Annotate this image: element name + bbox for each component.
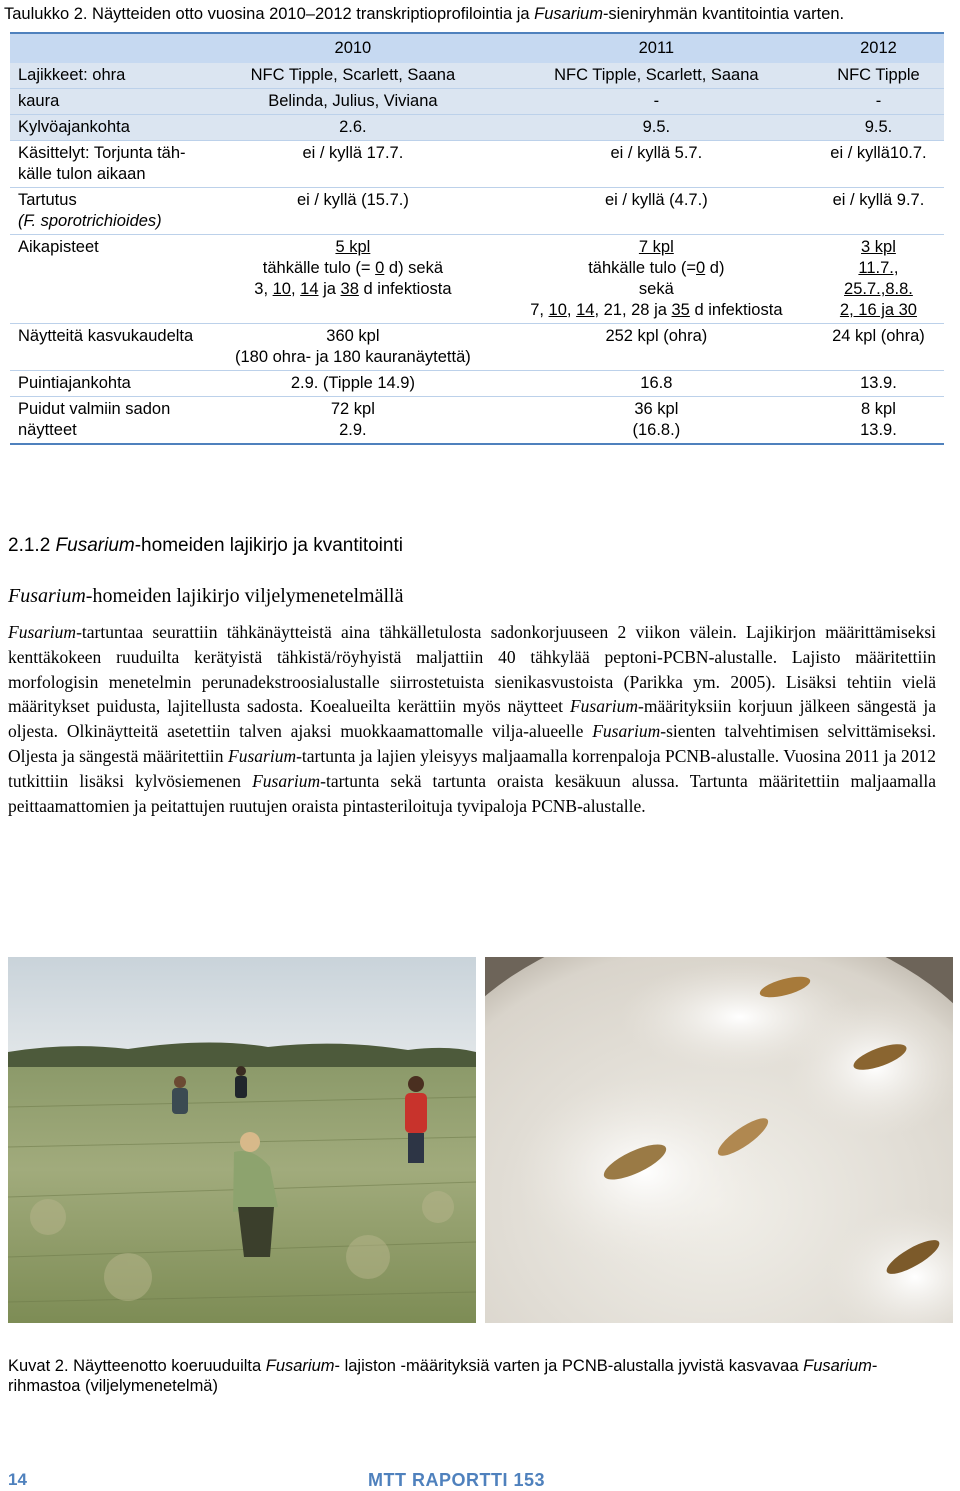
page-number: 14 (8, 1470, 27, 1489)
table-row-tartutus: Tartutus (F. sporotrichioides) ei / kyllä (15.7.) ei / kyllä (4.7.) ei / kyllä 9.7. (10, 188, 944, 235)
table-row-puinti: Puintiajankohta 2.9. (Tipple 14.9) 16.8 13.9. (10, 371, 944, 397)
table-row-kaura: kaura Belinda, Julius, Viviana - - (10, 89, 944, 115)
footer-brand: MTT RAPORTTI 153 (368, 1470, 546, 1490)
header-year-2010: 2010 (206, 33, 500, 63)
header-year-2012: 2012 (813, 33, 944, 63)
header-year-2011: 2011 (500, 33, 813, 63)
section-heading: 2.1.2 Fusarium-homeiden lajikirjo ja kvantitointi (8, 535, 403, 556)
figure-caption: Kuvat 2. Näytteenotto koeruuduilta Fusarium- lajiston -määrityksiä varten ja PCNB-alustalla jyvistä kasvavaa Fusarium-rihmastoa (viljelymenetelmä) (8, 1357, 878, 1395)
field-sampling-photo (8, 957, 476, 1323)
table-row-puidut: Puidut valmiin sadon näytteet 72 kpl 2.9. 36 kpl (16.8.) 8 kpl 13.9. (10, 397, 944, 445)
petri-dish-photo (485, 957, 953, 1323)
aikapisteet-2011: 7 kpl tähkälle tulo (=0 d) sekä 7, 10, 14, 21, 28 ja 35 d infektiosta (500, 235, 813, 324)
table-row-naytteita: Näytteitä kasvukaudelta 360 kpl (180 ohra- ja 180 kauranäytettä) 252 kpl (ohra) 24 kpl (ohra) (10, 324, 944, 371)
table-caption: Taulukko 2. Näytteiden otto vuosina 2010–2012 transkriptioprofilointia ja Fusarium-sieniryhmän kvantitointia varten. (4, 5, 845, 23)
table-row-lajikkeet: Lajikkeet: ohra NFC Tipple, Scarlett, Saana NFC Tipple, Scarlett, Saana NFC Tipple (10, 63, 944, 89)
aikapisteet-2012: 3 kpl 11.7., 25.7.,8.8. 2, 16 ja 30 (813, 235, 944, 324)
table-row-aikapisteet: Aikapisteet 5 kpl tähkälle tulo (= 0 d) sekä 3, 10, 14 ja 38 d infektiosta 7 kpl tähkälle tulo (=0 d) sekä 7, 10, 14, 21, 28 ja 35 d infektiosta 3 kpl 11.7., 25.7.,8.8. 2, 16 ja 30 (10, 235, 944, 324)
table-row-kylvo: Kylvöajankohta 2.6. 9.5. 9.5. (10, 115, 944, 141)
aikapisteet-2010: 5 kpl tähkälle tulo (= 0 d) sekä 3, 10, 14 ja 38 d infektiosta (206, 235, 500, 324)
table-row-kasittely: Käsittelyt: Torjunta täh-källe tulon aikaan ei / kyllä 17.7. ei / kyllä 5.7. ei / kyllä10.7. (10, 141, 944, 188)
table-header-row (10, 33, 944, 63)
row-label: Lajikkeet: ohra (10, 63, 206, 89)
subheading: Fusarium-homeiden lajikirjo viljelymenetelmällä (8, 585, 404, 607)
body-paragraph: Fusarium-tartuntaa seurattiin tähkänäytteistä aina tähkälletulosta sadonkorjuuseen 2 viikon välein. Lajikirjon määrittämiseksi kenttäkokeen ruuduilta kerätyistä tähkistä/röyhyistä maljattiin 40 tähkylää peptoni-PCBN-alustalle. Lajisto määritettiin morfologisin menetelmin perunadekstroosialustalle siirrostetuista sienikasvustoista (Parikka ym. 2005). Lisäksi tehtiin vielä määritykset puidusta, lajitellusta sadosta. Koealueilta kerättiin myös näytteet Fusarium-määrityksiin korjuun jälkeen sängestä ja oljesta. Olkinäytteitä asetettiin talven ajaksi muokkaamattomalle vilja-alueelle Fusarium-sienten talvehtimisen selvittämiseksi. Oljesta ja sängestä määritettiin Fusarium-tartunta ja lajien yleisyys maljaamalla korrenpaloja PCNB-alustalle. Vuosina 2011 ja 2012 tutkittiin lisäksi kylvösiemenen Fusarium-tartunta sekä tartunta oraista kesäkuun alussa. Tartunta määritettiin maljaamalla peittaamattomien ja peitattujen ruutujen oraista pintasteriloituja tyvipaloja PCNB-alustalle. (8, 622, 936, 816)
header-empty-cell (10, 33, 206, 63)
sampling-table (10, 32, 944, 445)
